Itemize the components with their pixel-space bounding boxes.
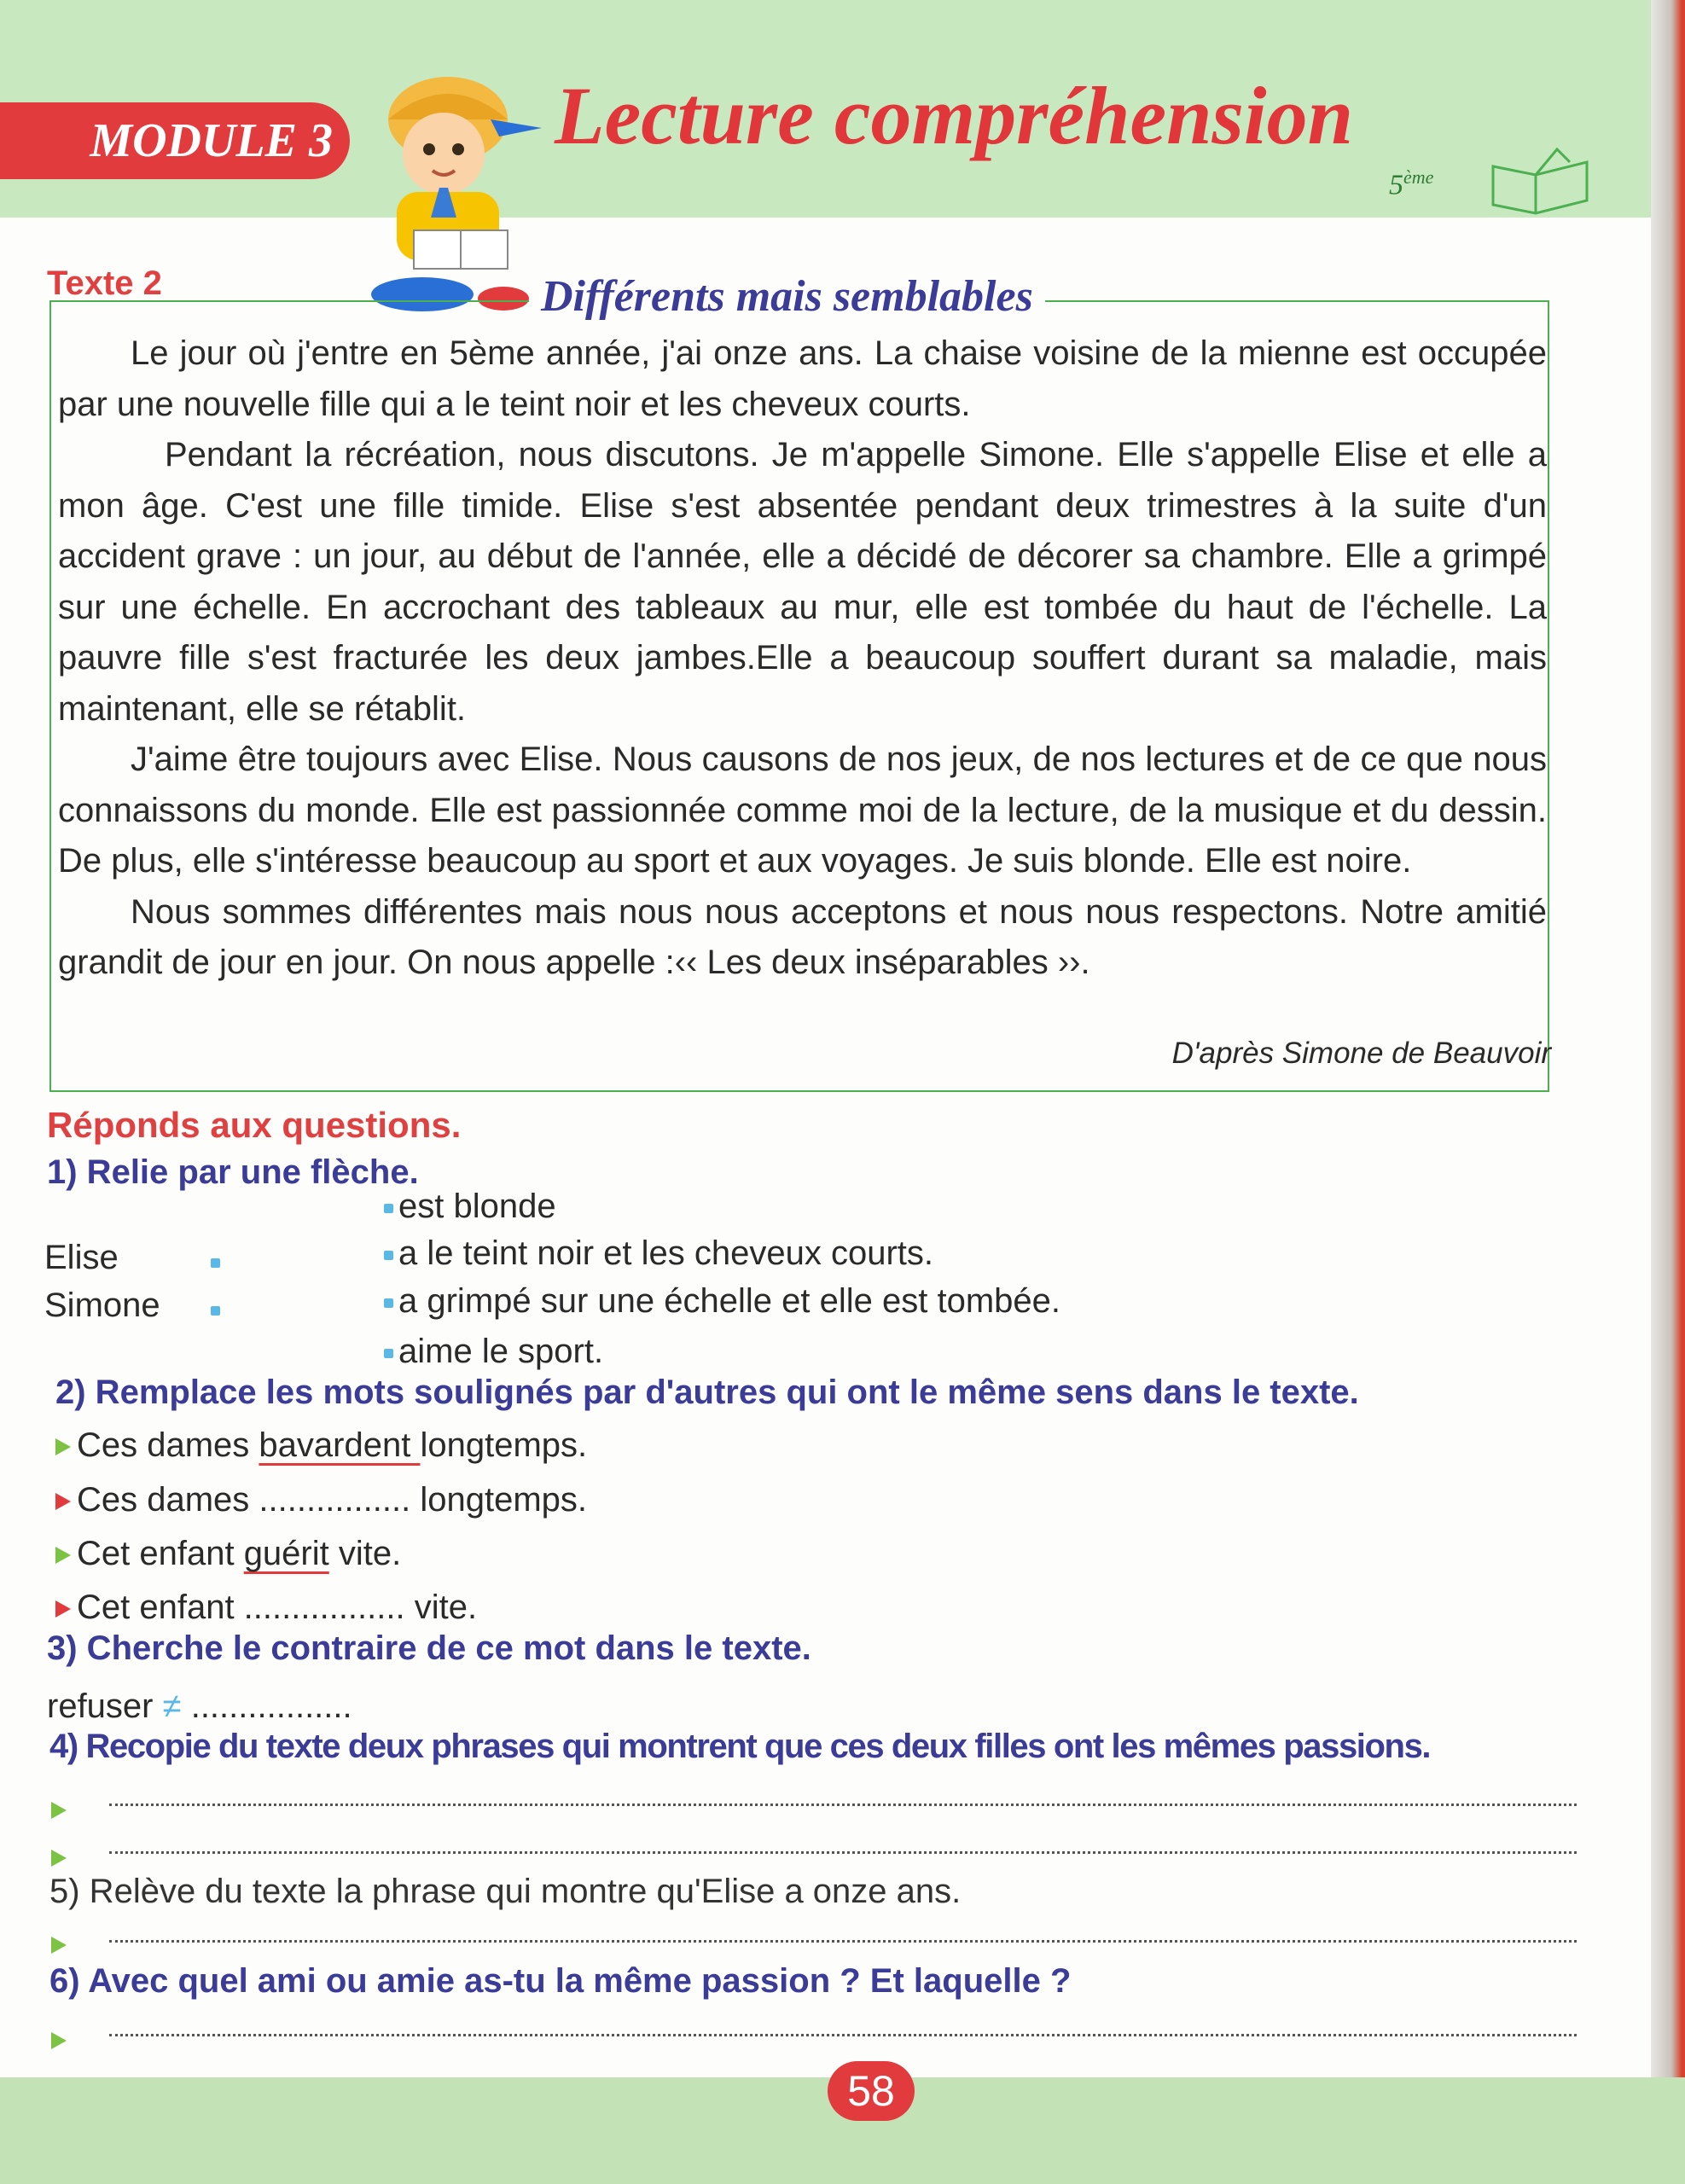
underlined-word: bavardent [259,1426,421,1464]
arrow-bullet-icon [55,1547,71,1564]
bullet-dot-icon [384,1349,393,1358]
arrow-bullet-icon [51,1850,67,1867]
example-sentence: Cet enfant guérit vite. [77,1535,402,1572]
grade-label [1389,166,1433,201]
question-2: 2) Remplace les mots soulignés par d'autres qui ont le même sens dans le texte. [55,1374,1359,1411]
arrow-bullet-icon [51,1937,67,1954]
grade-number: 5 [1389,169,1403,201]
question-5: 5) Relève du texte la phrase qui montre qu'Elise a onze ans. [49,1873,962,1910]
story-text [58,328,1547,989]
page-title: Lecture compréhension [555,70,1353,161]
question-1: 1) Relie par une flèche. [47,1153,419,1191]
text-label: Texte 2 [47,264,162,302]
match-option[interactable]: a grimpé sur une échelle et elle est tombée. [384,1282,1060,1321]
bullet-dot-icon [384,1298,393,1308]
example-sentence: Ces dames bavardent longtemps. [77,1426,588,1464]
answer-blank[interactable]: Cet enfant ................. vite. [77,1589,478,1626]
bullet-dot-icon [384,1204,393,1213]
match-name-simone[interactable]: Simone [44,1287,160,1324]
author-credit: D'après Simone de Beauvoir [1171,1037,1551,1070]
story-paragraph: J'aime être toujours avec Elise. Nous causons de nos jeux, de nos lectures et de ce que nous connaissons du monde. Elle est passionnée comme moi de la lecture, de la musique et du dessin. De plus, elle s'intéresse beaucoup au sport et aux voyages. Je suis blonde. Elle est noire. [58,741,1547,880]
grade-suffix: ème [1403,166,1434,188]
arrow-bullet-icon [55,1600,71,1618]
question-4: 4) Recopie du texte deux phrases qui montrent que ces deux filles ont les mêmes passions. [49,1728,1431,1765]
arrow-bullet-icon [55,1493,71,1510]
module-tag: MODULE 3 [0,102,350,179]
answer-blank[interactable]: Ces dames ................ longtemps. [77,1481,588,1519]
story-title: Différents mais semblables [529,271,1045,322]
answer-line[interactable] [109,1804,1577,1806]
answer-blank[interactable]: refuser ≠ ................. [47,1687,352,1725]
book-edge [1651,0,1685,2184]
match-option[interactable]: est blonde [384,1188,556,1226]
reading-boy-icon [354,51,550,316]
answer-line[interactable] [109,1940,1577,1943]
story-paragraph: Le jour où j'entre en 5ème année, j'ai onze ans. La chaise voisine de la mienne est occupée par une nouvelle fille qui a le teint noir et les cheveux courts. [58,334,1547,423]
answer-line[interactable] [109,2034,1577,2036]
story-paragraph: Nous sommes différentes mais nous nous acceptons et nous nous respectons. Notre amitié grandit de jour en jour. On nous appelle :‹‹ Les deux inséparables ››. [58,892,1547,981]
arrow-bullet-icon [55,1438,71,1455]
story-paragraph: Pendant la récréation, nous discutons. Je m'appelle Simone. Elle s'appelle Elise et elle a mon âge. C'est une fille timide. Elise s'est absentée pendant deux trimestres à la suite d'un accident grave : un jour, au début de l'année, elle a décidé de décorer sa chambre. Elle a grimpé sur une échelle. En accrochant des tableaux au mur, elle est tombée du haut de l'échelle. La pauvre fille s'est fracturée les deux jambes.Elle a beaucoup souffert durant sa maladie, mais maintenant, elle se rétablit. [58,436,1547,728]
match-option[interactable]: aime le sport. [384,1333,603,1371]
arrow-bullet-icon [51,2032,67,2049]
open-book-icon [1485,145,1595,222]
bullet-dot-icon[interactable] [211,1258,220,1268]
answer-line[interactable] [109,1851,1577,1854]
bullet-dot-icon[interactable] [211,1306,220,1316]
bullet-dot-icon [384,1251,393,1260]
question-6: 6) Avec quel ami ou amie as-tu la même passion ? Et laquelle ? [49,1962,1072,2000]
question-3: 3) Cherche le contraire de ce mot dans le texte. [47,1629,811,1667]
not-equal-icon: ≠ [162,1687,182,1725]
arrow-bullet-icon [51,1802,67,1819]
questions-heading: Réponds aux questions. [47,1105,462,1145]
match-option[interactable]: a le teint noir et les cheveux courts. [384,1234,933,1273]
page-number: 58 [828,2061,915,2121]
underlined-word: guérit [243,1535,329,1572]
match-name-elise[interactable]: Elise [44,1239,119,1276]
